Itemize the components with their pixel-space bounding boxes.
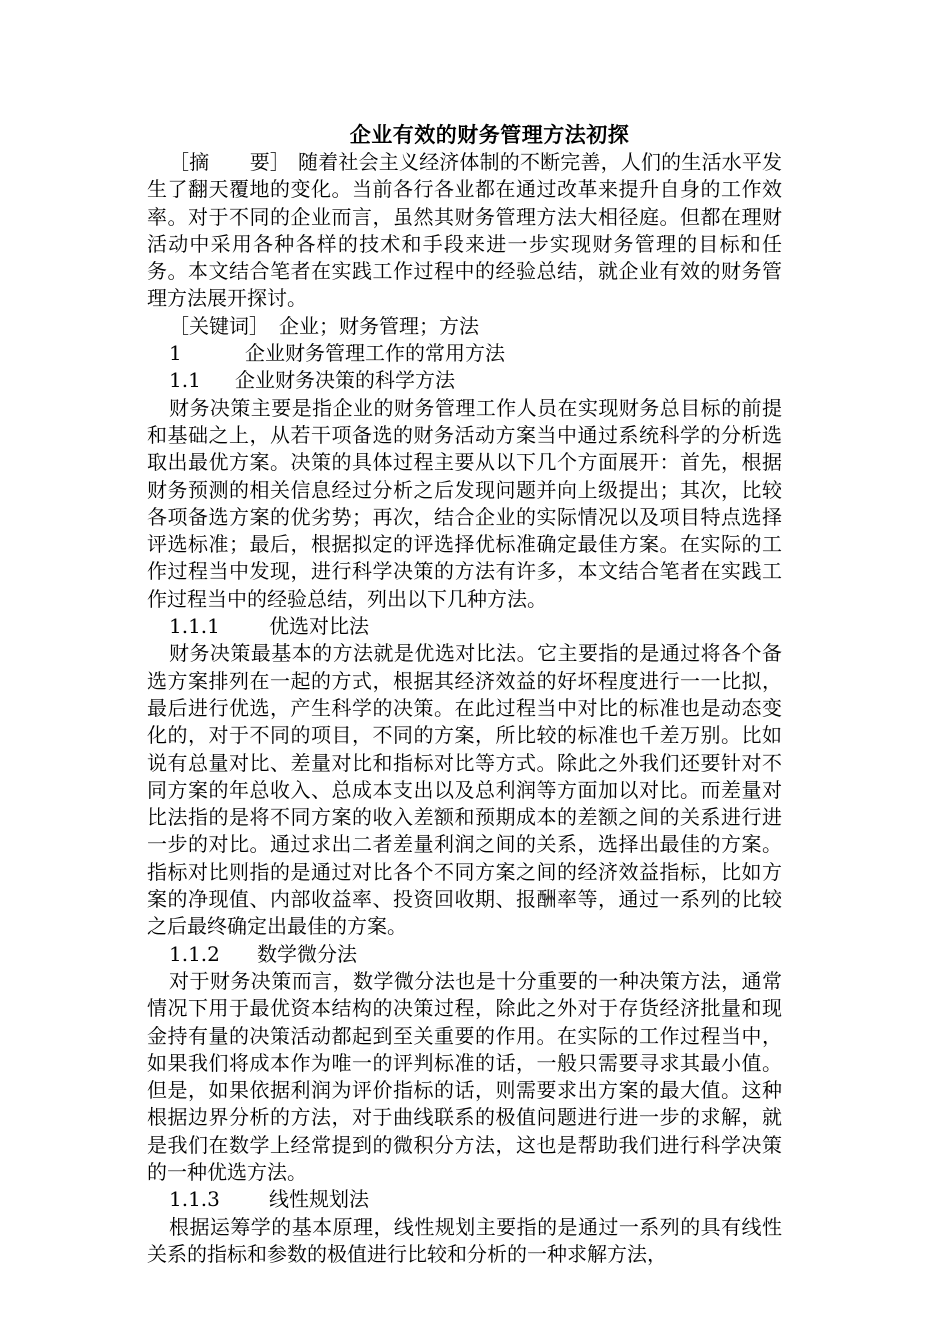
section-number: 1.1.2	[169, 941, 220, 966]
section-title: 企业财务管理工作的常用方法	[245, 341, 505, 366]
section-title: 线性规划法	[269, 1187, 369, 1212]
document-title: 企业有效的财务管理方法初探	[349, 123, 630, 147]
document-body	[147, 122, 782, 1268]
keywords-label: ［关键词］	[169, 313, 269, 338]
section-number: 1	[169, 341, 182, 366]
keywords-text: 企业；财务管理；方法	[279, 313, 479, 338]
abstract-paragraph	[147, 149, 782, 313]
section-title: 优选对比法	[269, 614, 369, 639]
section-body-1-1: 财务决策主要是指企业的财务管理工作人员在实现财务总目标的前提和基础之上，从若干项备选的财务活动方案当中通过系统科学的分析选取出最优方案。决策的具体过程主要从以下几个方面展开：首先，根据财务预测的相关信息经过分析之后发现问题并向上级提出；其次，比较各项备选方案的优劣势；再次，结合企业的实际情况以及项目特点选择评选标准；最后，根据拟定的评选择优标准确定最佳方案。在实际的工作过程当中发现，进行科学决策的方法有许多，本文结合笔者在实践工作过程当中的经验总结，列出以下几种方法。	[147, 395, 782, 611]
section-number: 1.1.1	[169, 614, 220, 639]
section-body-1-1-1: 财务决策最基本的方法就是优选对比法。它主要指的是通过将各个备选方案排列在一起的方式，根据其经济效益的好坏程度进行一一比拟，最后进行优选，产生科学的决策。在此过程当中对比的标准也是动态变化的，对于不同的项目，不同的方案，所比较的标准也千差万别。比如说有总量对比、差量对比和指标对比等方式。除此之外我们还要针对不同方案的年总收入、总成本支出以及总利润等方面加以对比。而差量对比法指的是将不同方案的收入差额和预期成本的差额之间的关系进行进一步的对比。通过求出二者差量利润之间的关系，选择出最佳的方案。指标对比则指的是通过对比各个不同方案之间的经济效益指标，比如方案的净现值、内部收益率、投资回收期、报酬率等，通过一系列的比较之后最终确定出最佳的方案。	[147, 641, 782, 939]
section-body-1-1-2: 对于财务决策而言，数学微分法也是十分重要的一种决策方法，通常情况下用于最优资本结构的决策过程，除此之外对于存货经济批量和现金持有量的决策活动都起到至关重要的作用。在实际的工作过程当中，如果我们将成本作为唯一的评判标准的话，一般只需要寻求其最小值。但是，如果依据利润为评价指标的话，则需要求出方案的最大值。这种根据边界分析的方法，对于曲线联系的极值问题进行进一步的求解，就是我们在数学上经常提到的微积分方法，这也是帮助我们进行科学决策的一种优选方法。	[147, 968, 782, 1184]
section-number: 1.1.3	[169, 1187, 220, 1212]
section-number: 1.1	[169, 368, 201, 393]
abstract-label: ［摘 要］	[169, 150, 291, 174]
keywords-paragraph	[147, 313, 782, 340]
section-heading-1-1-3	[147, 1186, 782, 1213]
section-heading-1-1-1	[147, 613, 782, 640]
section-heading-1-1	[147, 367, 782, 394]
abstract-text: 随着社会主义经济体制的不断完善，人们的生活水平发生了翻天覆地的变化。当前各行各业都在通过改革来提升自身的工作效率。对于不同的企业而言，虽然其财务管理方法大相径庭。但都在理财活动中采用各种各样的技术和手段来进一步实现财务管理的目标和任务。本文结合笔者在实践工作过程中的经验总结，就企业有效的财务管理方法展开探讨。	[147, 150, 783, 311]
section-heading-1-1-2	[147, 941, 782, 968]
section-heading-1	[147, 340, 782, 367]
section-body-1-1-3: 根据运筹学的基本原理，线性规划主要指的是通过一系列的具有线性关系的指标和参数的极值进行比较和分析的一种求解方法，	[147, 1214, 782, 1266]
section-title: 数学微分法	[257, 941, 357, 966]
section-title: 企业财务决策的科学方法	[235, 368, 455, 393]
